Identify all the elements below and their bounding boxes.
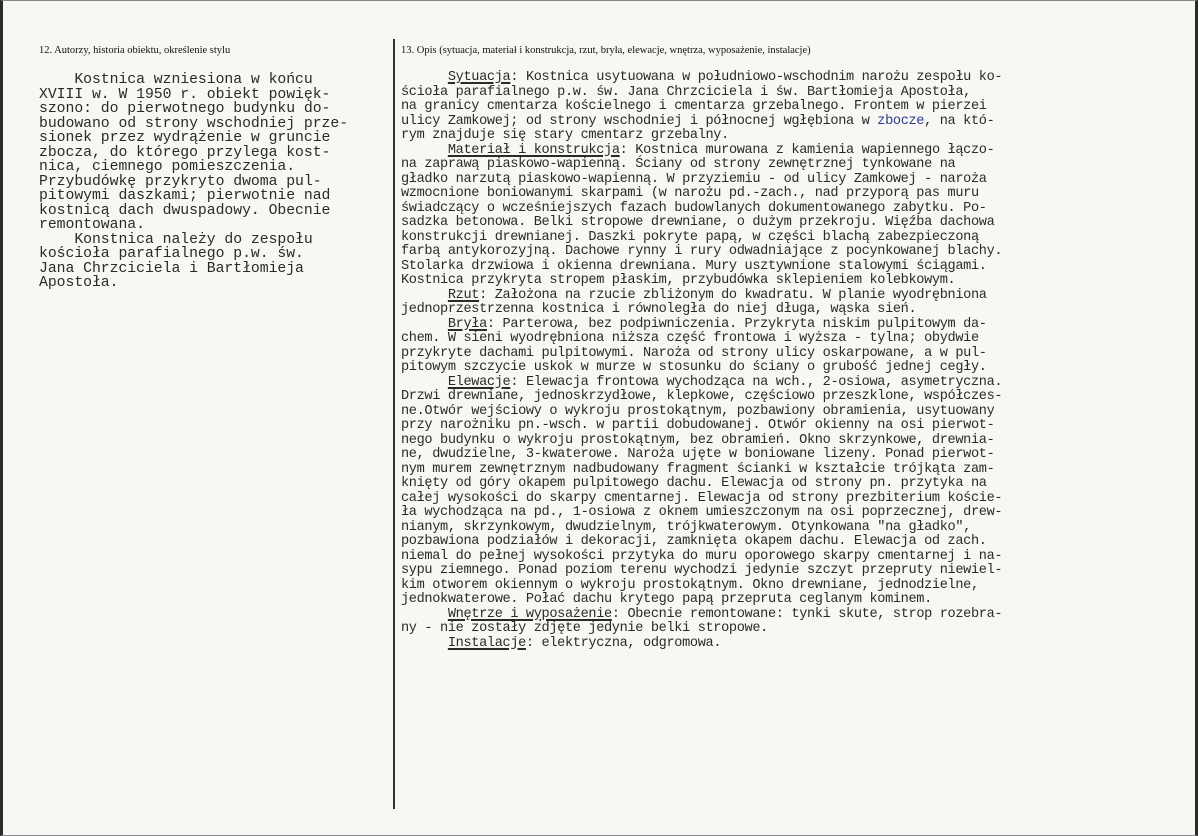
line-text: świadczący o wcześniejszych fazach budowlanych dokumentowanego zabytku. Po-	[401, 200, 987, 216]
description-line	[401, 622, 1002, 637]
history-line: kostnicą dach dwuspadowy. Obecnie	[39, 202, 331, 219]
history-text	[39, 73, 348, 291]
description-line	[401, 245, 1002, 260]
description-line	[401, 390, 1002, 405]
line-text: wzmocnione boniowanymi skarpami (w narożu pd.-zach., nad przyporą pas muru	[401, 186, 979, 201]
description-line	[401, 361, 1002, 376]
description-line	[401, 535, 1002, 550]
history-line: Konstnica należy do zespołu	[39, 231, 313, 248]
description-line	[401, 187, 1002, 202]
line-text: : Elewacja frontowa wychodząca na wch., 2-osiowa, asymetryczna.	[510, 374, 1003, 390]
description-line	[401, 86, 1002, 101]
description-line	[401, 318, 1002, 333]
column-divider	[393, 39, 395, 809]
line-text: Drzwi drewniane, jednoskrzydłowe, klepkowe, częściowo przeszklone, współczes-	[401, 389, 1003, 404]
history-line: budowano od strony wschodniej prze-	[39, 115, 349, 132]
line-text: pitowym szczycie uskok w murze w stosunku do ściany o grubość jednej cegły.	[401, 360, 987, 375]
section-heading: Materiał i konstrukcja	[447, 142, 620, 158]
description-line	[401, 216, 1002, 231]
line-text: , na któ-	[924, 113, 995, 129]
section-heading: Sytuacja	[447, 70, 511, 85]
line-text: nianym, skrzynkowym, dwudzielnym, trójkwaterowym. Otynkowana "na gładko",	[401, 519, 971, 535]
section-12-header: 12. Autorzy, historia obiektu, określenie stylu	[39, 45, 231, 56]
line-text: ścioła parafialnego p.w. św. Jana Chrzciciela i św. Bartłomieja Apostoła,	[401, 84, 971, 100]
line-text: Kostnica przykryta stropem płaskim, przybudówka sklepieniem kolebkowym.	[401, 273, 956, 288]
description-line	[401, 593, 1002, 608]
line-text: : Kostnica usytuowana w południowo-wschodnim narożu zespołu ko-	[510, 70, 1003, 85]
line-text: chem. W sieni wyodrębniona niższa część frontowa i wyższa - tylna; obydwie	[401, 331, 979, 346]
description-line	[401, 173, 1002, 188]
description-line	[401, 506, 1002, 521]
history-line: kościoła parafialnego p.w. św.	[39, 246, 304, 262]
line-text: sadzka betonowa. Belki stropowe drewniane, o dużym przekroju. Więźba dachowa	[401, 215, 995, 230]
line-text: całej wysokości do skarpy cmentarnej. Elewacja od strony prezbiterium koście-	[401, 490, 1003, 506]
history-line: nica, ciemnego pomieszczenia.	[39, 159, 296, 175]
description-line	[401, 579, 1002, 594]
line-text: : elektryczna, odgromowa.	[525, 635, 722, 651]
line-text: pozbawiona podziałów i dekoracji, zamknięta okapem dachu. Elewacja od zach.	[401, 534, 987, 549]
description-line	[401, 303, 1002, 318]
description-line	[401, 202, 1002, 217]
line-text: farbą antykorozyjną. Dachowe rynny i rury odwadniające z pocynkowanej blachy.	[401, 244, 1003, 259]
description-line	[401, 564, 1002, 579]
line-text: na granicy cmentarza kościelnego i cmentarza grzebalnego. Frontem w pierzei	[401, 99, 987, 114]
line-text: gładko narzutą piaskowo-wapienną. W przyziemiu - od ulicy Zamkowej - naroża	[401, 171, 987, 187]
history-line: Przybudówkę przykryto dwoma pul-	[39, 173, 322, 190]
line-text: nym murem zewnętrznym nadbudowany fragment ścianki w kształcie trójkąta zam-	[401, 461, 995, 477]
line-text: : Kostnica murowana z kamienia wapiennego łączo-	[619, 142, 995, 158]
description-line	[401, 448, 1002, 463]
history-line: sionek przez wydrążenie w gruncie	[39, 130, 331, 146]
line-text: Stolarka drzwiowa i okienna drewniana. Mury usztywnione stalowymi ściągami.	[401, 258, 987, 274]
line-text: : Założona na rzucie zbliżonym do kwadratu. W planie wyodrębniona	[479, 287, 987, 303]
line-text: rym znajduje się stary cmentarz grzebalny.	[401, 128, 729, 143]
section-heading: Bryła	[447, 316, 487, 332]
line-text: przykryte dachami pulpitowymi. Naroża od strony ulicy oskarpowane, a w pul-	[401, 345, 987, 361]
history-line: zbocza, do którego przylega kost-	[39, 144, 331, 161]
description-text	[401, 71, 1002, 651]
description-line	[401, 100, 1002, 115]
history-line: pitowymi daszkami; pierwotnie nad	[39, 188, 331, 204]
description-line	[401, 608, 1002, 623]
description-line	[401, 158, 1002, 173]
line-text: ne, dwudzielne, 3-kwaterowe. Naroża ujęte w boniowane lizeny. Ponad pierwot-	[401, 447, 995, 462]
description-line	[401, 71, 1002, 86]
line-text: nego budynku o wykroju prostokątnym, bez obramień. Okno skrzynkowe, drewnia-	[401, 432, 995, 448]
history-line: Jana Chrzciciela i Bartłomieja	[39, 260, 304, 277]
description-line	[401, 260, 1002, 275]
description-line	[401, 550, 1002, 565]
description-line	[401, 129, 1002, 144]
history-line: Kostnica wzniesiona w końcu	[39, 72, 313, 88]
section-13-header: 13. Opis (sytuacja, materiał i konstrukcja, rzut, bryła, elewacje, wnętrza, wyposażenie, instalacje)	[401, 45, 811, 56]
line-text: konstrukcji drewnianej. Daszki pokryte papą, w części blachą zabezpieczoną	[401, 229, 979, 245]
history-line: remontowana.	[39, 217, 145, 233]
description-line	[401, 434, 1002, 449]
line-text: jednoprzestrzenna kostnica i równoległa do niej długa, wąska sień.	[401, 302, 917, 317]
description-line	[401, 347, 1002, 362]
line-text: sypu ziemnego. Ponad poziom terenu wychodzi jedynie szczyt przepruty niewiel-	[401, 563, 1003, 578]
description-line	[401, 332, 1002, 347]
section-heading: Wnętrze i wyposażenie	[447, 606, 612, 622]
line-text: ny - nie zostały zdjęte jedynie belki stropowe.	[401, 621, 768, 636]
line-text: ne.Otwór wejściowy o wykroju prostokątnym, pozbawiony obramienia, usytuowany	[401, 403, 995, 419]
description-line	[401, 477, 1002, 492]
line-text: na zaprawą piaskowo-wapienną. Ściany od strony zewnętrznej tynkowane na	[401, 157, 956, 172]
line-text: kim otworem okiennym o wykroju prostokątnym. Okno drewniane, jednodzielne,	[401, 577, 979, 593]
history-line: XVIII w. W 1950 r. obiekt powięk-	[39, 86, 331, 103]
line-text: niemal do pełnej wysokości przytyka do muru oporowego skarpy cmentarnej i na-	[401, 548, 1003, 564]
description-line	[401, 376, 1002, 391]
description-line	[401, 419, 1002, 434]
description-line	[401, 231, 1002, 246]
description-line	[401, 144, 1002, 159]
section-heading: Instalacje	[447, 635, 526, 651]
line-text: ulicy Zamkowej; od strony wschodniej i północnej wgłębiona w	[401, 113, 878, 129]
description-line	[401, 521, 1002, 536]
line-text: : Obecnie remontowane: tynki skute, strop rozebra-	[611, 606, 1003, 622]
description-line	[401, 637, 1002, 652]
description-line	[401, 289, 1002, 304]
line-text: knięty od góry okapem pulpitowego dachu. Elewacja od strony pn. przytyka na	[401, 476, 987, 491]
description-line	[401, 463, 1002, 478]
line-text: : Parterowa, bez podpiwniczenia. Przykryta niskim pulpitowym da-	[486, 316, 987, 332]
line-text: ła wychodząca na pd., 1-osiowa z oknem umieszczonym na osi poprzecznej, drew-	[401, 505, 1003, 520]
description-line	[401, 115, 1002, 130]
section-heading: Elewacje	[447, 374, 511, 390]
handwritten-correction: zbocze	[877, 113, 925, 129]
description-line	[401, 274, 1002, 289]
history-line: szono: do pierwotnego budynku do-	[39, 101, 331, 117]
description-line	[401, 492, 1002, 507]
description-line	[401, 405, 1002, 420]
section-heading: Rzut	[447, 287, 480, 303]
line-text: przy narożniku pn.-wsch. w partii dobudowanej. Otwór okienny na osi pierwot-	[401, 418, 995, 433]
line-text: jednokwaterowe. Połać dachu krytego papą przepruta ceglanym kominem.	[401, 592, 932, 607]
history-line: Apostoła.	[39, 275, 119, 291]
